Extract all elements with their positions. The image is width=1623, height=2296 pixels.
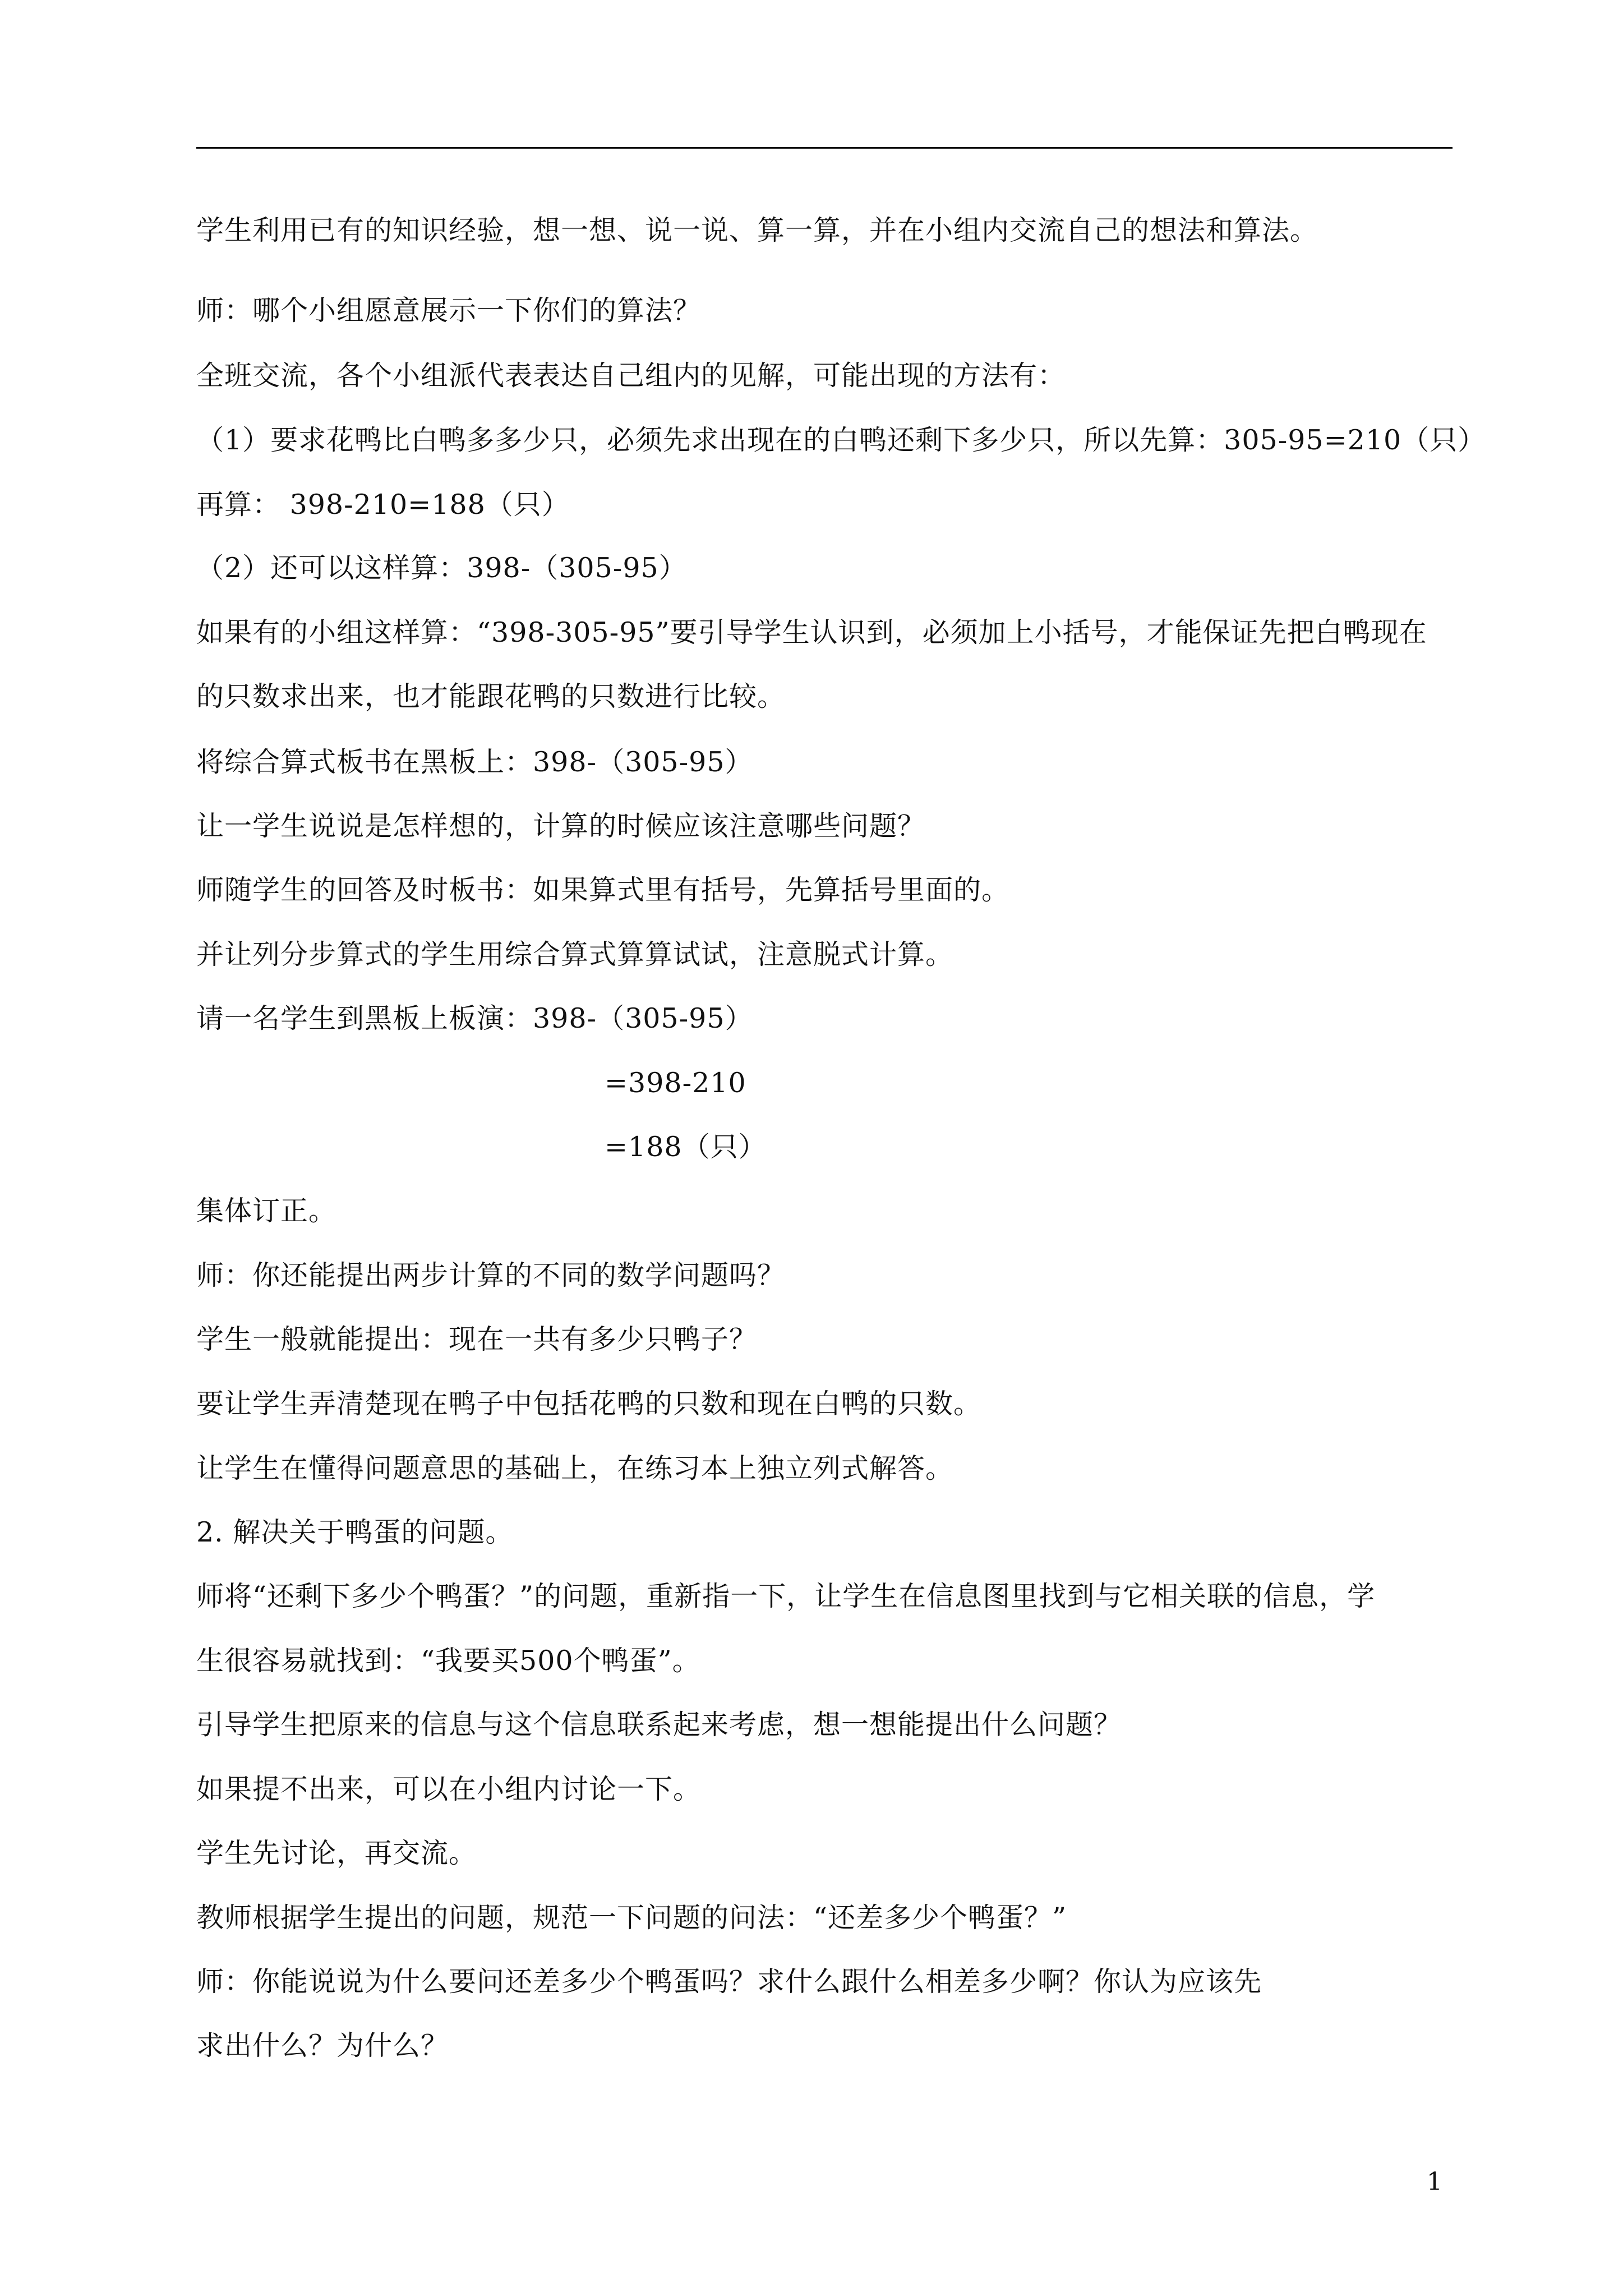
calculation-step: =398-210 (605, 1067, 746, 1099)
paragraph-line: 学生利用已有的知识经验，想一想、说一说、算一算，并在小组内交流自己的想法和算法。 (196, 214, 1318, 246)
paragraph-line: 的只数求出来，也才能跟花鸭的只数进行比较。 (196, 680, 786, 712)
paragraph-line: 全班交流，各个小组派代表表达自己组内的见解，可能出现的方法有： (196, 360, 1066, 392)
paragraph-line: 让一学生说说是怎样想的，计算的时候应该注意哪些问题？ (196, 810, 926, 842)
paragraph-line: 将综合算式板书在黑板上：398-（305-95） (196, 746, 753, 778)
paragraph-line: 再算： 398-210=188（只） (196, 489, 570, 521)
paragraph-line: 求出什么？为什么？ (196, 2030, 449, 2062)
paragraph-line: 师将“还剩下多少个鸭蛋？”的问题，重新指一下，让学生在信息图里找到与它相关联的信息，学 (196, 1580, 1376, 1612)
paragraph-line: 学生先讨论，再交流。 (196, 1837, 477, 1869)
paragraph-line: 要让学生弄清楚现在鸭子中包括花鸭的只数和现在白鸭的只数。 (196, 1388, 982, 1420)
paragraph-line: 请一名学生到黑板上板演：398-（305-95） (196, 1002, 753, 1034)
paragraph-line: 集体订正。 (196, 1195, 337, 1227)
paragraph-line: （1）要求花鸭比白鸭多多少只，必须先求出现在的白鸭还剩下多少只，所以先算：305-95=210（只） (196, 424, 1486, 456)
calculation-step: =188（只） (605, 1131, 767, 1163)
paragraph-line: 如果提不出来，可以在小组内讨论一下。 (196, 1773, 702, 1805)
paragraph-line: 师：哪个小组愿意展示一下你们的算法？ (196, 295, 702, 326)
paragraph-line: 生很容易就找到：“我要买500个鸭蛋”。 (196, 1645, 700, 1677)
paragraph-line: 师随学生的回答及时板书：如果算式里有括号，先算括号里面的。 (196, 874, 1010, 906)
paragraph-line: 让学生在懂得问题意思的基础上，在练习本上独立列式解答。 (196, 1452, 954, 1484)
paragraph-line: 师：你还能提出两步计算的不同的数学问题吗？ (196, 1259, 786, 1291)
page-number: 1 (1427, 2168, 1442, 2196)
paragraph-line: 教师根据学生提出的问题，规范一下问题的问法：“还差多少个鸭蛋？” (196, 1902, 1067, 1934)
header-rule (196, 147, 1453, 149)
section-heading: 2. 解决关于鸭蛋的问题。 (196, 1516, 514, 1548)
paragraph-line: 并让列分步算式的学生用综合算式算算试试，注意脱式计算。 (196, 938, 954, 970)
paragraph-line: 学生一般就能提出：现在一共有多少只鸭子？ (196, 1323, 758, 1355)
paragraph-line: 引导学生把原来的信息与这个信息联系起来考虑，想一想能提出什么问题？ (196, 1709, 1122, 1741)
paragraph-line: 如果有的小组这样算：“398-305-95”要引导学生认识到，必须加上小括号，才能保证先把白鸭现在 (196, 616, 1427, 648)
paragraph-line: （2）还可以这样算：398-（305-95） (196, 552, 687, 584)
paragraph-line: 师：你能说说为什么要问还差多少个鸭蛋吗？求什么跟什么相差多少啊？你认为应该先 (196, 1966, 1262, 1998)
